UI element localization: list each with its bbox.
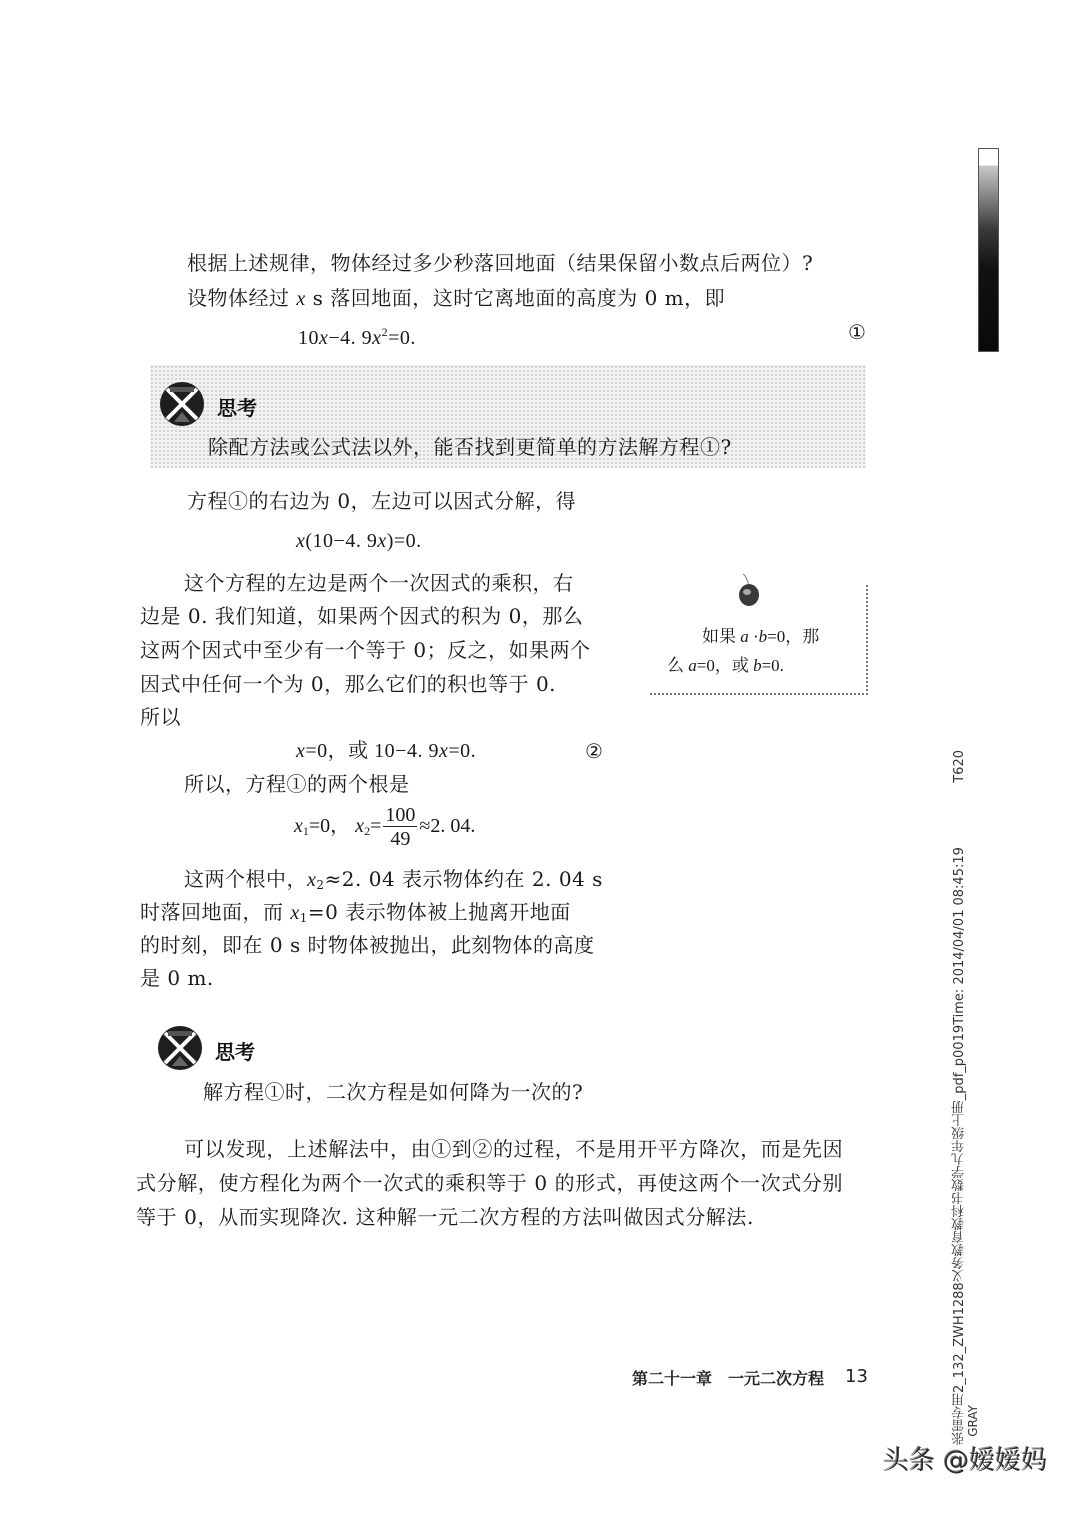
eq1-rhs: =0. xyxy=(388,327,416,349)
eq1-var: x xyxy=(319,327,329,349)
equation-1-label: ① xyxy=(848,320,867,344)
explanation-line-3: 这两个因式中至少有一个等于 0；反之，如果两个 xyxy=(140,638,591,662)
note2-a: a xyxy=(688,656,697,675)
grayscale-calibration-bar xyxy=(978,148,999,352)
root1-sub: 1 xyxy=(302,824,309,839)
conclusion-line-1: 可以发现，上述解法中，由①到②的过程，不是用开平方降次，而是先因 xyxy=(184,1137,844,1161)
think-box-2-title: 思考 xyxy=(215,1040,255,1064)
conclusion-line-2: 式分解，使方程化为两个一次式的乘积等于 0 的形式，再使这两个一次式分别 xyxy=(136,1171,844,1195)
interp2-var: x xyxy=(290,902,300,924)
factor-intro: 方程①的右边为 0，左边可以因式分解，得 xyxy=(187,489,577,513)
setup-pre: 设物体经过 xyxy=(187,286,290,310)
root2-sub: 2 xyxy=(364,824,371,839)
note2-b: b xyxy=(753,656,762,675)
question-text: 根据上述规律，物体经过多少秒落回地面（结果保留小数点后两位）? xyxy=(187,251,814,275)
setup-post: s 落回地面，这时它离地面的高度为 0 m，即 xyxy=(305,286,726,310)
conclusion-line-3: 等于 0，从而实现降次. 这种解一元二次方程的方法叫做因式分解法. xyxy=(136,1205,754,1229)
watermark: 头条 @嫒嫒妈 xyxy=(883,1446,1048,1476)
page-number: 13 xyxy=(845,1366,868,1387)
interp1-var: x xyxy=(307,869,317,891)
print-mode: GRAY xyxy=(966,1405,980,1437)
note1-post: =0，那 xyxy=(767,627,820,646)
interpretation-line-4: 是 0 m. xyxy=(140,966,214,990)
note2-pre: 么 xyxy=(667,656,689,675)
note1-a: a xyxy=(740,627,749,646)
chapter-title: 第二十一章 一元二次方程 xyxy=(632,1369,825,1388)
factored-var: x xyxy=(296,530,306,552)
think-icon-2 xyxy=(158,1026,202,1070)
eq1-exponent: 2 xyxy=(381,325,389,339)
eq2-part-b: =0. xyxy=(448,740,477,762)
equation-1 xyxy=(298,317,416,353)
explanation-line-4: 因式中任何一个为 0，那么它们的积也等于 0. xyxy=(140,672,557,696)
factored-mid: (10−4. 9 xyxy=(305,530,378,552)
think-box-1-question: 除配方法或公式法以外，能否找到更简单的方法解方程①? xyxy=(208,435,732,459)
interp2-post: =0 表示物体被上抛离开地面 xyxy=(307,900,571,924)
root1-value: =0， xyxy=(308,815,351,838)
root2-fraction xyxy=(383,804,417,851)
factored-equation xyxy=(296,526,422,556)
note1-dot: · xyxy=(748,627,759,646)
gourd-icon xyxy=(735,572,765,608)
root2-eq: = xyxy=(370,815,382,838)
root2-var: x xyxy=(355,815,365,838)
interp1-sub: 2 xyxy=(316,878,325,892)
explanation-line-2: 边是 0. 我们知道，如果两个因式的积为 0，那么 xyxy=(140,604,584,628)
root1-var: x xyxy=(294,815,303,838)
note2-post: =0. xyxy=(761,656,784,675)
roots-intro: 所以，方程①的两个根是 xyxy=(184,772,410,796)
eq2-var2: x xyxy=(438,740,449,762)
think-icon xyxy=(160,382,204,426)
equation-2 xyxy=(296,736,476,766)
interpretation-line-2 xyxy=(140,897,571,933)
eq1-var2: x xyxy=(372,327,382,349)
side-note-line-2 xyxy=(667,653,784,679)
eq1-coef2: −4. 9 xyxy=(328,327,373,349)
explanation-line-1: 这个方程的左边是两个一次因式的乘积，右 xyxy=(184,571,574,595)
note1-b: b xyxy=(758,627,768,646)
factored-end: )=0. xyxy=(386,530,422,552)
print-code: T620 xyxy=(952,750,967,783)
fraction-denominator: 49 xyxy=(390,828,411,850)
setup-text xyxy=(187,283,725,314)
note1-pre: 如果 xyxy=(702,627,741,646)
print-file-info: 张雷专用2_132_ZWH1288义务教育教科书数学九年级上册_pdf_p0019Time: 2014/04/01 08:45:19 xyxy=(952,847,967,1445)
eq1-coef: 10 xyxy=(298,327,319,349)
interp2-pre: 时落回地面，而 xyxy=(140,900,291,924)
eq2-var: x xyxy=(296,740,306,762)
explanation-line-5: 所以 xyxy=(140,705,181,729)
fraction-numerator: 100 xyxy=(385,804,416,826)
interp1-pre: 这两个根中， xyxy=(184,867,307,891)
interpretation-line-1 xyxy=(184,864,603,900)
eq2-part-a: =0，或 10−4. 9 xyxy=(305,740,439,762)
setup-variable: x xyxy=(296,288,306,310)
think-box-2-question: 解方程①时，二次方程是如何降为一次的? xyxy=(203,1080,584,1104)
think-box-1-title: 思考 xyxy=(217,396,257,420)
interpretation-line-3: 的时刻，即在 0 s 时物体被抛出，此刻物体的高度 xyxy=(140,933,595,957)
side-note-line-1 xyxy=(702,624,819,650)
interp1-post: ≈2. 04 表示物体约在 2. 04 s xyxy=(324,867,603,891)
roots-equation xyxy=(294,804,475,851)
root2-approx: ≈2. 04. xyxy=(419,815,476,838)
interp2-sub: 1 xyxy=(299,911,308,925)
equation-2-label: ② xyxy=(585,739,604,763)
note2-mid: =0，或 xyxy=(696,656,754,675)
factored-var2: x xyxy=(377,530,387,552)
